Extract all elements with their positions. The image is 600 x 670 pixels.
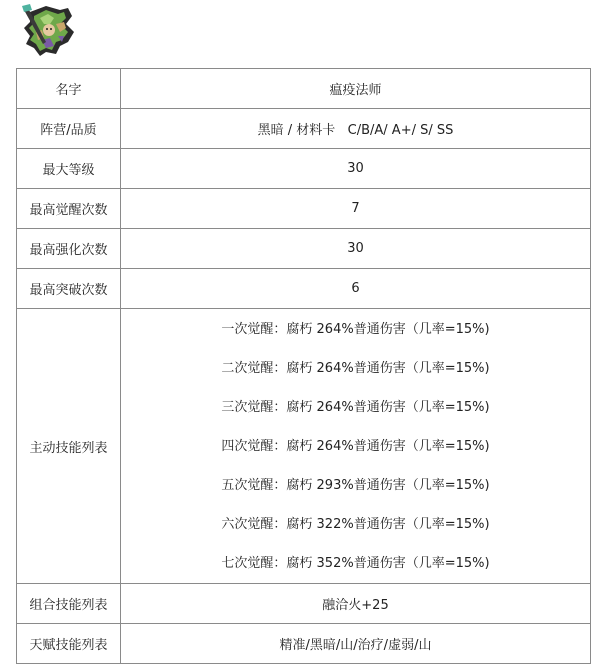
list-item: 五次觉醒：腐朽 293%普通伤害（几率=15%) — [221, 478, 490, 493]
row-value: 30 — [121, 229, 591, 269]
row-value: 7 — [121, 189, 591, 229]
table-row-talent-skills — [17, 624, 591, 664]
row-value: 精准/黑暗/山/治疗/虚弱/山 — [121, 624, 591, 664]
row-label: 主动技能列表 — [17, 309, 121, 584]
row-label: 最高突破次数 — [17, 269, 121, 309]
row-label: 最大等级 — [17, 149, 121, 189]
list-item: 四次觉醒：腐朽 264%普通伤害（几率=15%) — [221, 439, 490, 454]
row-label: 组合技能列表 — [17, 584, 121, 624]
row-label: 最高觉醒次数 — [17, 189, 121, 229]
row-label: 名字 — [17, 69, 121, 109]
row-label: 阵营/品质 — [17, 109, 121, 149]
table-row-max-awaken — [17, 189, 591, 229]
table-row-name — [17, 69, 591, 109]
row-value: 瘟疫法师 — [121, 69, 591, 109]
active-skills-list — [121, 309, 591, 584]
table-row-max-breakthrough — [17, 269, 591, 309]
row-label: 最高强化次数 — [17, 229, 121, 269]
list-item: 二次觉醒：腐朽 264%普通伤害（几率=15%) — [221, 361, 490, 376]
table-row-max-enhance — [17, 229, 591, 269]
table-row-combo-skills — [17, 584, 591, 624]
table-row-max-level — [17, 149, 591, 189]
character-portrait — [16, 2, 82, 60]
list-item: 三次觉醒：腐朽 264%普通伤害（几率=15%) — [221, 400, 490, 415]
row-label: 天赋技能列表 — [17, 624, 121, 664]
list-item: 一次觉醒：腐朽 264%普通伤害（几率=15%) — [221, 322, 490, 337]
table-row-faction-quality — [17, 109, 591, 149]
row-value: 6 — [121, 269, 591, 309]
row-value: 融洽火+25 — [121, 584, 591, 624]
table-row-active-skills — [17, 309, 591, 584]
list-item: 六次觉醒：腐朽 322%普通伤害（几率=15%) — [221, 517, 490, 532]
plague-mage-portrait-icon — [16, 2, 82, 60]
row-value: 黑暗 / 材料卡 C/B/A/ A+/ S/ SS — [121, 109, 591, 149]
row-value: 30 — [121, 149, 591, 189]
character-info-table — [16, 68, 591, 664]
list-item: 七次觉醒：腐朽 352%普通伤害（几率=15%) — [221, 556, 490, 571]
